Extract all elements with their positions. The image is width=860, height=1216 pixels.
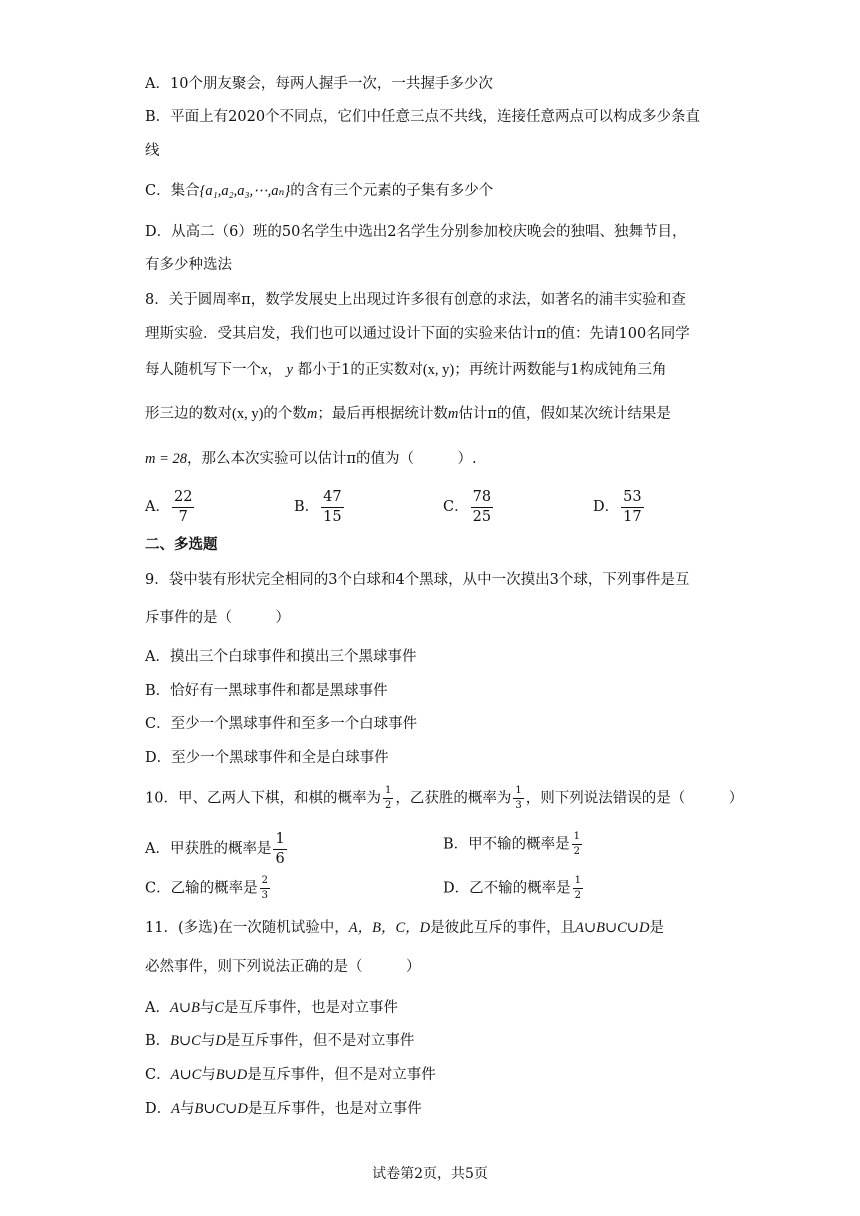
pair-expression: (x, y) (422, 362, 455, 378)
event-variables: A，B，C，D (348, 920, 431, 936)
expression: A∪B (169, 1000, 200, 1016)
text: 与 (200, 1033, 216, 1049)
q10-stem (145, 786, 743, 811)
expression: B∪C (170, 1033, 201, 1049)
fraction (513, 786, 523, 811)
q9-option-b: B．恰好有一黑球事件和都是黑球事件 (145, 683, 388, 699)
q7-option-d-line2: 有多少种选法 (145, 257, 232, 273)
q10-option-c (145, 876, 272, 901)
q9-option-c: C．至少一个黑球事件和至多一个白球事件 (145, 716, 418, 732)
q7-option-a: A．10个朋友聚会，每两人握手一次，一共握手多少次 (145, 76, 493, 92)
q10-option-d (443, 876, 585, 901)
q7-option-d-line1: D．从高二（6）班的50名学生中选出2名学生分别参加校庆晚会的独唱、独舞节目， (145, 224, 687, 240)
q7-option-c (145, 181, 493, 201)
text: ；再统计两数能与1构成钝角三角 (454, 362, 667, 378)
union-expression: A∪B∪C∪D (575, 920, 650, 936)
numerator: 78 (471, 490, 493, 508)
q9-line1: 9．袋中装有形状完全相同的3个白球和4个黑球，从中一次摸出3个球，下列事件是互 (145, 572, 690, 588)
text: 都小于1的正实数对 (297, 362, 423, 378)
q8-option-b (294, 490, 346, 524)
text: B．甲不输的概率是 (443, 836, 570, 853)
text: 与 (180, 1101, 195, 1117)
text: 是互斥事件，也是对立事件 (247, 1101, 422, 1117)
q11-option-d (145, 1099, 422, 1119)
q7-option-b-line2: 线 (145, 143, 160, 159)
fraction (383, 786, 393, 811)
q11-line2: 必然事件，则下列说法正确的是（ ） (145, 959, 421, 975)
option-label: B． (294, 499, 320, 515)
q11-option-a (145, 998, 398, 1018)
text: 的个数 (263, 406, 307, 422)
numerator: 2 (260, 876, 270, 889)
q9-line2: 斥事件的是（ ） (145, 610, 290, 626)
text: D． (145, 1101, 172, 1117)
page-footer: 试卷第2页，共5页 (372, 1166, 488, 1182)
section-heading: 二、多选题 (145, 536, 218, 553)
q8-line1: 8．关于圆周率π，数学发展史上出现过许多很有创意的求法，如著名的浦丰实验和查 (145, 292, 686, 308)
option-label: D． (593, 499, 620, 515)
option-label: C． (443, 499, 469, 515)
text: D．乙不输的概率是 (443, 880, 571, 897)
q8-line3 (145, 360, 666, 380)
text: 估计π的值，假如某次统计结果是 (458, 406, 671, 422)
q11-option-b (145, 1031, 414, 1051)
expression: C (214, 1000, 225, 1016)
fraction (273, 832, 286, 866)
text: ；最后再根据统计数 (317, 406, 448, 422)
text: 与 (201, 1067, 216, 1083)
fraction (172, 490, 194, 524)
denominator: 2 (574, 890, 581, 901)
text: 每人随机写下一个 (145, 362, 261, 378)
q8-line2: 理斯实验．受其启发，我们也可以通过设计下面的实验来估计π的值：先请100名同学 (145, 326, 690, 342)
q9-option-d: D．至少一个黑球事件和全是白球事件 (145, 750, 389, 766)
var-m: m (447, 406, 459, 422)
text: ，则下列说法错误的是（ ） (525, 790, 744, 807)
text: 11．(多选)在一次随机试验中， (145, 920, 349, 936)
option-label: A． (145, 499, 170, 515)
q9-option-a: A．摸出三个白球事件和摸出三个黑球事件 (145, 649, 417, 665)
q7-option-c-prefix: C．集合 (145, 183, 200, 199)
fraction (471, 490, 493, 524)
denominator: 25 (472, 508, 492, 525)
text: 是 (649, 920, 664, 936)
text: C． (145, 1067, 171, 1083)
text: 是彼此互斥的事件，且 (430, 920, 576, 936)
q8-option-c (443, 490, 495, 524)
expression: A (171, 1101, 180, 1117)
numerator: 1 (513, 786, 523, 799)
set-expression: {a₁,a₂,a₃,⋯,aₙ} (199, 183, 291, 199)
fraction (321, 490, 343, 524)
expression: A∪C (170, 1067, 202, 1083)
denominator: 6 (275, 850, 285, 867)
q11-option-c (145, 1065, 436, 1085)
q10-option-b (443, 832, 584, 857)
denominator: 17 (623, 508, 642, 525)
text: B． (145, 1033, 171, 1049)
var-m: m (306, 406, 318, 422)
numerator: 47 (321, 490, 343, 508)
text: ， (267, 362, 282, 378)
numerator: 22 (172, 490, 194, 508)
denominator: 15 (323, 508, 342, 525)
numerator: 1 (273, 832, 286, 850)
text: 是互斥事件，也是对立事件 (224, 1000, 399, 1016)
text: C．乙输的概率是 (145, 880, 258, 897)
q10-option-a (145, 832, 289, 866)
q7-option-b-line1: B．平面上有2020个不同点，它们中任意三点不共线，连接任意两点可以构成多少条直 (145, 109, 701, 125)
var-y: y (286, 362, 293, 378)
q7-option-c-suffix: 的含有三个元素的子集有多少个 (290, 183, 494, 199)
denominator: 3 (515, 800, 522, 811)
text: 形三边的数对 (145, 406, 232, 422)
text: A． (145, 1000, 170, 1016)
m-value-expression: m = 28 (145, 451, 188, 467)
q8-option-a (145, 490, 196, 524)
fraction (621, 490, 643, 524)
expression: B∪C∪D (194, 1101, 248, 1117)
text: ，乙获胜的概率为 (395, 790, 512, 807)
expression: D (215, 1033, 226, 1049)
fraction (572, 832, 582, 857)
fraction (573, 876, 583, 901)
text: 与 (199, 1000, 215, 1016)
q8-line4 (145, 404, 671, 424)
expression: B∪D (215, 1067, 248, 1083)
text: 是互斥事件，但不是对立事件 (247, 1067, 436, 1083)
pair-expression: (x, y) (232, 406, 264, 422)
denominator: 3 (261, 890, 268, 901)
numerator: 1 (572, 832, 582, 845)
denominator: 7 (178, 508, 188, 525)
text: A．甲获胜的概率是 (145, 841, 272, 857)
text: 10．甲、乙两人下棋，和棋的概率为 (145, 790, 381, 807)
fraction (260, 876, 270, 901)
numerator: 1 (573, 876, 583, 889)
numerator: 1 (383, 786, 393, 799)
q8-option-d (593, 490, 646, 524)
text: 是互斥事件，但不是对立事件 (225, 1033, 415, 1049)
denominator: 2 (384, 800, 392, 811)
q11-line1 (145, 918, 664, 938)
q8-line5 (145, 449, 477, 469)
numerator: 53 (621, 490, 643, 508)
var-x: x (261, 362, 268, 378)
denominator: 2 (573, 846, 581, 857)
text: ，那么本次实验可以估计π的值为（ ）. (187, 451, 477, 467)
